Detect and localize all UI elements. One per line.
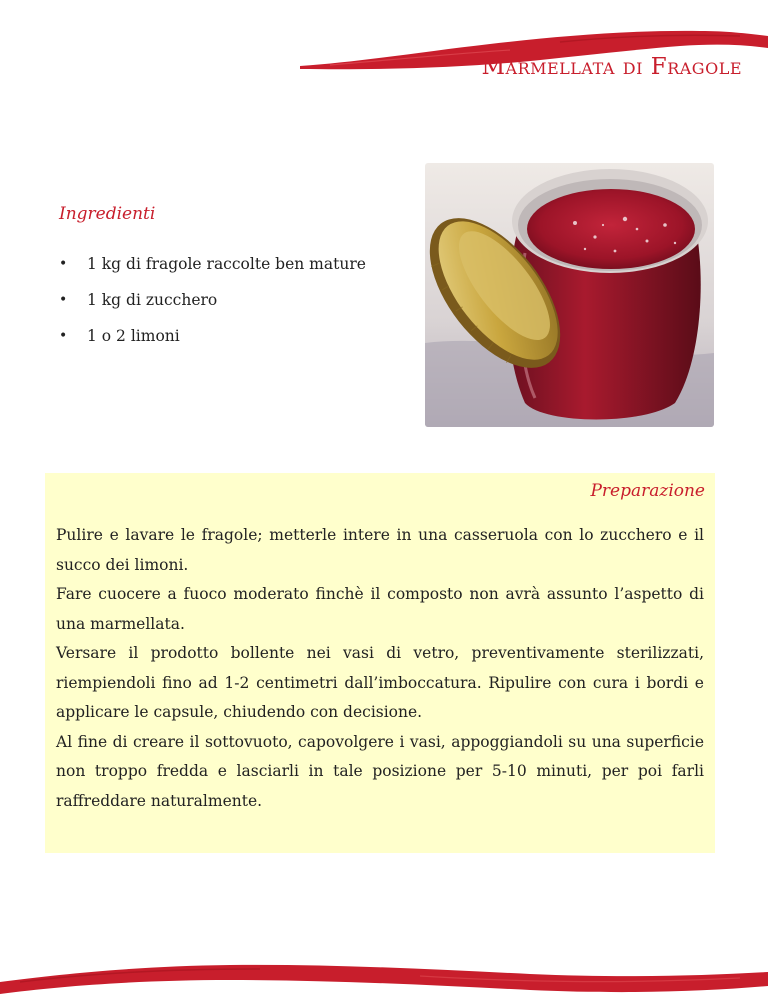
ingredient-text: 1 kg di zucchero	[87, 291, 218, 309]
list-item	[59, 325, 366, 361]
preparation-heading: Preparazione	[590, 481, 705, 501]
ingredients-list	[59, 253, 366, 361]
list-item	[59, 289, 366, 325]
preparation-text	[56, 521, 704, 816]
preparation-paragraph: Versare il prodotto bollente nei vasi di vetro, preventivamente sterilizzati, riempiendoli fino ad 1-2 centimetri dall’imboccatura. Ripulire con cura i bordi e applicare le capsule, chiudendo con decisione.	[56, 644, 704, 721]
page-title: Marmellata di Fragole	[481, 54, 742, 80]
jam-jar-photo	[425, 163, 714, 427]
ingredients-heading: Ingredienti	[59, 204, 156, 224]
preparation-paragraph: Al fine di creare il sottovuoto, capovolgere i vasi, appoggiandoli su una superficie non troppo fredda e lasciarli in tale posizione per 5-10 minuti, per poi farli raffreddare naturalmente.	[56, 732, 704, 810]
bullet: •	[59, 292, 68, 308]
ingredient-text: 1 kg di fragole raccolte ben mature	[87, 255, 366, 273]
bullet: •	[59, 256, 68, 272]
preparation-paragraph: Fare cuocere a fuoco moderato finchè il composto non avrà assunto l’aspetto di una marmellata.	[56, 585, 704, 633]
preparation-paragraph: Pulire e lavare le fragole; metterle intere in una casseruola con lo zucchero e il succo dei limoni.	[56, 526, 704, 574]
ingredient-text: 1 o 2 limoni	[87, 327, 180, 345]
list-item	[59, 253, 366, 289]
preparation-box	[45, 473, 715, 853]
decorative-brush-stroke-bottom	[0, 952, 768, 994]
bullet: •	[59, 328, 68, 344]
jam-jar-illustration	[425, 163, 714, 427]
